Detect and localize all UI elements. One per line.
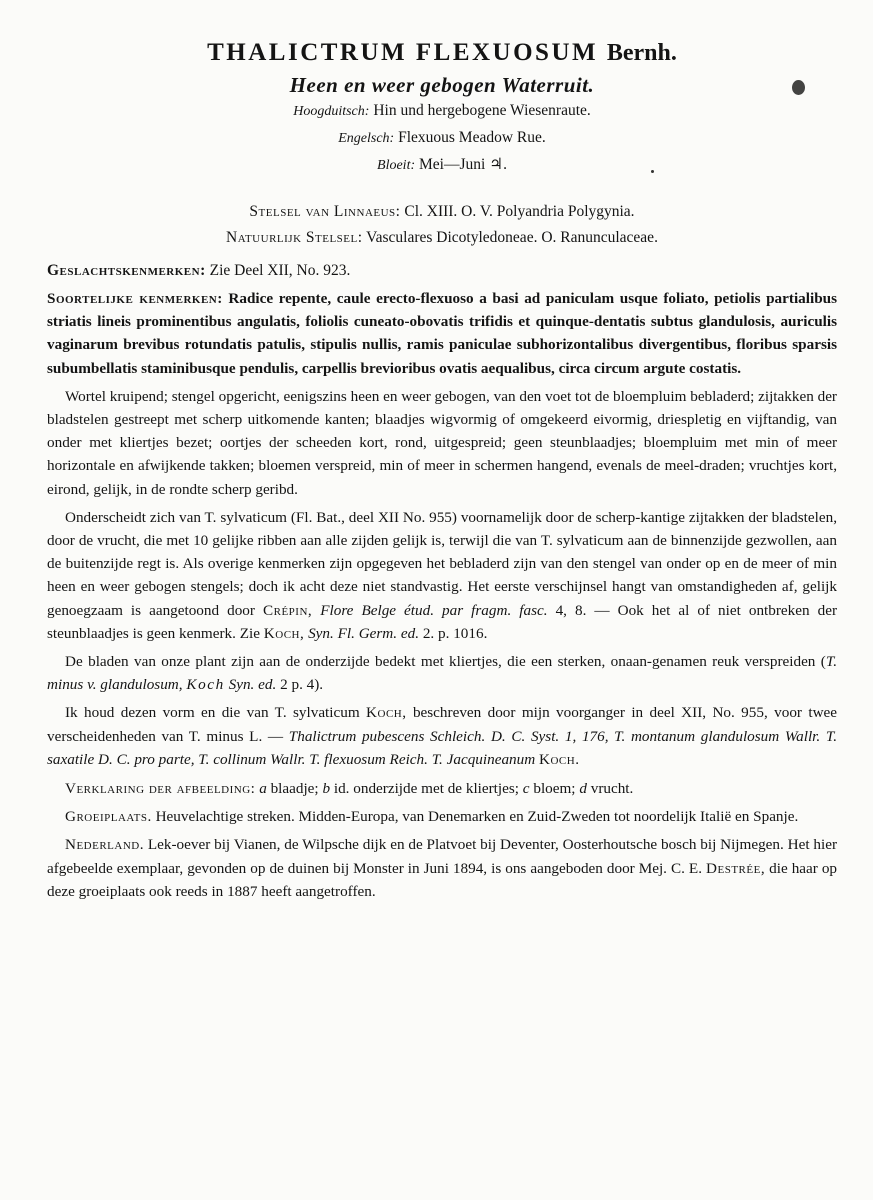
koch-work: Syn. Fl. Germ. ed. [308,624,420,642]
fig-d: d [579,780,587,798]
netherlands-text: Lek-oever bij Vianen, de Wilpsche dijk en de Platvoet bij Deventer, Oosterhoutsche bosch bij Nijmegen. Het hier afgebeelde exemplaar, gevonden op de duinen bij Monster in Juni 1894, is ons aangeboden door Mej. C. E. [47,836,838,877]
glands-syn: Syn. ed. [228,676,277,694]
bloom-value: Mei—Juni ♃. [419,156,507,173]
synonymy-text-2: beschreven door mijn voorganger in deel XII, No. 955, voor twee verscheidenheden van T. minus L. — [47,704,838,745]
author-koch: Koch, [263,624,305,642]
glands-reference: T. minus v. glandulosum, [47,653,837,694]
page-title [47,38,837,68]
bloom-label: Bloeit: [377,158,416,173]
natural-system-line [47,225,837,251]
english-label: Engelsch: [338,131,395,146]
netherlands-text-2: die haar op deze groeiplaats ook reeds in 1887 heeft aangetroffen. [47,859,838,900]
linnaeus-label: Stelsel van Linnaeus: [249,203,401,220]
distinction-text-2: 4, 8. — Ook het al of niet ontbreken der steunblaadjes is geen kenmerk. Zie [47,601,838,642]
netherlands-paragraph [47,833,837,903]
linnaeus-value: Cl. XIII. O. V. Polyandria Polygynia. [404,203,635,220]
species-name: THALICTRUM FLEXUOSUM [207,39,599,66]
fig-a-text: blaadje; [270,780,319,798]
glands-text: De bladen van onze plant zijn aan de onderzijde bedekt met kliertjes, die een sterken, onaan-genamen reuk verspreiden ( [65,653,826,671]
synonym-list: Thalictrum pubescens Schleich. D. C. Syst. 1, 176, T. montanum glandulosum Wallr. T. saxatile D. C. pro parte, T. collinum Wallr. T. flexuosum Reich. T. Jacquineanum [47,727,837,768]
german-name-line [47,98,837,125]
netherlands-label: Nederland. [65,836,145,854]
synonymy-paragraph [47,701,837,771]
german-name: Hin und hergebogene Wiesenraute. [373,102,591,119]
fig-a: a [259,780,267,798]
synonymy-koch-2: Koch. [539,750,580,768]
fig-d-text: vrucht. [590,780,634,798]
natural-system-value: Vasculares Dicotyledoneae. O. Ranunculaceae. [366,229,658,246]
dutch-common-name: Heen en weer gebogen Waterruit. [289,73,595,97]
fig-c-text: bloem; [533,780,576,798]
species-label: Soortelijke kenmerken: [47,290,223,307]
distinction-text: Onderscheidt zich van T. sylvaticum (Fl. Bat., deel XII No. 955) voornamelijk door de scherp-kantige zijtakken der bladstelen, door de vrucht, die met 10 gelijke ribben aan alle zijden gelijk is, terwijl die van T. sylvaticum aan de binnenzijde gezwollen, aan de buitenzijde regt is. Als overige kenmerken zijn opgegeven het bebladerd zijn van den stengel van onder op en de meer of min heen en weer gebogen stengels; doch ik acht deze niet standvastig. Het eerste verschijnsel hangt van omstandigheden af, gelijk genoegzaam is aangetoond door [47,508,837,619]
description-text: Wortel kruipend; stengel opgericht, eenigszins heen en weer gebogen, van den voet tot de bloempluim bebladerd; zijtakken der bladstelen gestreept met scherp uitkomende kanten; blaadjes wigvormig of omgekeerd eivormig, driespletig en vijftandig, van onder met kliertjes bezet; oortjes der scheeden kort, rond, uitgespreid; geen steunblaadjes; bloempluim met min of meer horizontale en afwijkende takken; bloemen verspreid, min of meer in schermen hangend, evenals de meel-draden; vruchtjes kort, eirond, gelijk, in de rondte scherp geribd. [47,387,837,498]
figure-explanation [47,777,837,800]
habitat-paragraph [47,805,837,828]
glands-text-2: 2 p. 4). [280,676,324,694]
glands-paragraph [47,650,837,696]
genus-label: Geslachtskenmerken: [47,262,206,279]
genus-value: Zie Deel XII, No. 923. [209,262,351,279]
classification-block [47,199,837,251]
crepin-work: Flore Belge étud. par fragm. fasc. [320,601,548,619]
figure-explanation-label: Verklaring der afbeelding: [65,780,256,798]
german-label: Hoogduitsch: [293,104,370,119]
glands-koch: Koch [186,676,225,694]
natural-system-label: Natuurlijk Stelsel: [226,229,363,246]
fig-b-text: id. onderzijde met de kliertjes; [333,780,519,798]
linnaeus-line [47,199,837,225]
collector-destree: Destrée, [706,859,766,877]
species-text: Radice repente, caule erecto-flexuoso a basi ad paniculam usque foliato, petiolis partialibus striatis lineis prominentibus angulatis, foliolis cuneato-obovatis trifidis et quinque-dentatis subtus glandulosis, auriculis vaginarum brevibus rotundatis patulis, stipulis nullis, ramis paniculae subhorizontalibus divergentibus, floribus sparsis subumbellatis staminibusque pendulis, carpellis brevioribus ovatis aequalibus, circa circum argute costatis. [47,290,837,377]
bloom-line [47,152,837,179]
synonymy-koch: Koch, [366,704,407,722]
genus-line [47,259,837,283]
english-name-line [47,125,837,152]
author-crepin: Crépin, [263,601,313,619]
english-name: Flexuous Meadow Rue. [398,129,546,146]
distinction-paragraph [47,506,837,645]
distinction-text-3: 2. p. 1016. [422,624,488,642]
synonymy-text: Ik houd dezen vorm en die van T. sylvaticum [65,704,360,722]
description-paragraph [47,385,837,501]
species-author: Bernh. [606,40,677,66]
habitat-text: Heuvelachtige streken. Midden-Europa, van Denemarken en Zuid-Zweden tot noordelijk Italië en Spanje. [155,808,799,826]
fig-c: c [522,780,530,798]
habitat-label: Groeiplaats. [65,808,152,826]
species-characters [47,287,837,380]
document-page [47,30,837,908]
fig-b: b [322,780,331,798]
